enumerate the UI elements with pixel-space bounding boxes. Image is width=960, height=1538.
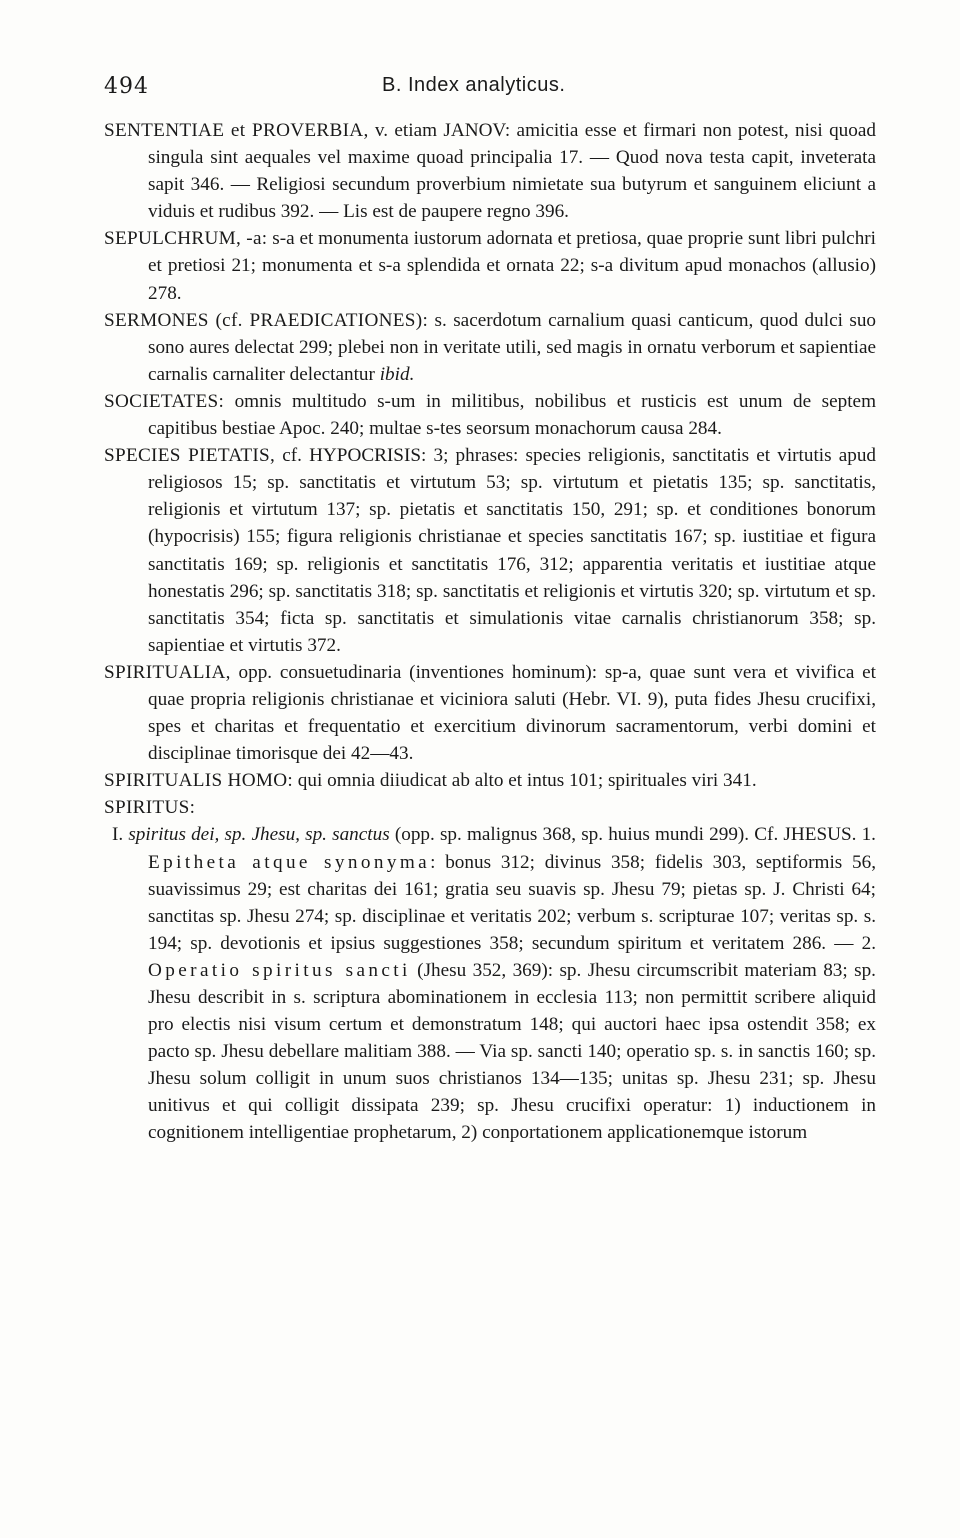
entry-italic-ref: ibid.: [379, 363, 415, 385]
index-entry-species-pietatis: [104, 442, 876, 659]
entry-text: qui omnia diiudicat ab alto et intus 101; spirituales viri 341.: [293, 770, 757, 792]
entry-text: v. etiam JANOV: amicitia esse et firmari non potest, nisi quoad singula sint aequales vel maxime quoad principalia 17. — Quod nova testa capit, inveterata sapit 346. — Religiosi secundum proverbium nimietate sua butyrum et sanguinem eliciunt a viduis et rudibus 392. — Lis est de paupere regno 396.: [148, 120, 876, 223]
subentry-italic-head: spiritus dei, sp. Jhesu, sp. sanctus: [128, 824, 390, 846]
entry-text: cf. HYPOCRISIS: 3; phrases: species religionis, sanctitatis et virtutis apud religiosos 15; sp. sanctitatis et virtutum 53; sp. virtutum et pietatis 135; sp. sanctitatis, religionis et virtutum 137; sp. pietatis et sanctitatis 150, 291; sp. et conditiones bonorum (hypocrisis) 155; figura religionis christianae et species sanctitatis 167; sp. iustitiae et figura sanctitatis 169; sp. religionis et sanctitatis 176, 312; apparentia veritatis et iustitiae atque honestatis 296; sp. sanctitatis 318; sp. sanctitatis et religionis et virtutis 320; sp. virtutum et sp. sanctitatis 354; ficta sp. sanctitatis et simulationis vitae carnalis christianorum 358; sp. sapientiae et virtutis 372.: [148, 445, 877, 656]
entry-lemma: SPIRITUALIS HOMO:: [104, 770, 293, 792]
index-entry-sententiae: [104, 117, 876, 225]
index-entry-sepulchrum: [104, 225, 876, 306]
page-header: [104, 74, 874, 104]
entry-lemma: SPIRITUS:: [104, 797, 196, 819]
subentry-numeral: I.: [112, 824, 124, 846]
index-entry-societates: [104, 388, 876, 442]
entry-lemma: SENTENTIAE et PROVERBIA,: [104, 120, 369, 141]
index-entry-spiritualia: [104, 659, 876, 767]
subentry-spiritus-dei: [104, 821, 876, 1146]
subentry-text: : bonus 312; divinus 358; fidelis 303, septiformis 56, suavissimus 29; est charitas dei 161; gratia seu suavis sp. Jhesu 79; pietas sp. J. Christi 64; sanctitas sp. Jhesu 274; sp. disciplinae et veritatis 202; verbum s. scripturae 107; veritas sp. s. 194; sp. devotionis et ipsius suggestiones 358; secundum spiritum et veritatem 286. — 2.: [148, 851, 877, 954]
running-head: B. Index analyticus.: [382, 74, 566, 96]
subentry-text: (Jhesu 352, 369): sp. Jhesu circumscribit materiam 83; sp. Jhesu describit in s. scriptura abominationem in ecclesia 113; non permittit scribere aliquid pro electis nisi visum certum et demonstratum 148; qui auctori haec ipsa ostendit 358; ex pacto sp. Jhesu debellare malitiam 388. — Via sp. sancti 140; operatio sp. s. in sanctis 160; sp. Jhesu solum colligit in unum suos christianos 134—135; unitas sp. Jhesu 231; sp. Jhesu unitivus et qui colligit dissipata 239; sp. Jhesu crucifixi operatur: 1) inductionem in cognitionem intelligentiae prophetarum, 2) conportationem applicationemque istorum: [148, 959, 876, 1144]
subentry-spaced-heading: Operatio spiritus sancti: [148, 959, 411, 981]
index-entry-sermones: [104, 307, 876, 388]
subentry-text: (opp. sp. malignus 368, sp. huius mundi 299). Cf. JHESUS. 1.: [389, 824, 876, 846]
entry-text: s. sacerdotum carnalium quasi canticum, quod dulci suo sono aures delectat 299; plebei non in veritate utili, sed magis in ornatu verborum et sapientiae carnalis carnaliter delectantur: [148, 309, 877, 385]
entry-text: omnis multitudo s-um in militibus, nobilibus et rusticis est unum de septem capitibus bestiae Apoc. 240; multae s-tes seorsum monachorum causa 284.: [148, 390, 876, 440]
index-body: [104, 117, 876, 1147]
entry-lemma: SEPULCHRUM, -a:: [104, 228, 268, 250]
subentry-spaced-heading: Epitheta atque synonyma: [148, 851, 431, 873]
entry-text: s-a et monumenta iustorum adornata et pretiosa, quae proprie sunt libri pulchri et pretiosi 21; monumenta et s-a splendida et ornata 22; s-a divitum apud monachos (allusio) 278.: [148, 228, 877, 304]
entry-lemma: SPECIES PIETATIS,: [104, 445, 276, 467]
entry-lemma: SPIRITUALIA,: [104, 661, 231, 683]
index-entry-spiritus: [104, 794, 876, 821]
entry-text: opp. consuetudinaria (inventiones hominum): sp-a, quae sunt vera et vivifica et quae propria religionis christianae et viciniora saluti (Hebr. VI. 9), puta fides Jhesu crucifixi, spes et charitas et frequentatio et exercitium divinorum sacramentorum, verbi domini et disciplinae timorisque dei 42—43.: [148, 661, 876, 765]
index-entry-spiritualis-homo: [104, 767, 876, 794]
entry-lemma: SOCIETATES:: [104, 390, 225, 412]
entry-lemma: SERMONES (cf. PRAEDICATIONES):: [104, 309, 429, 331]
page-number: 494: [104, 74, 149, 99]
